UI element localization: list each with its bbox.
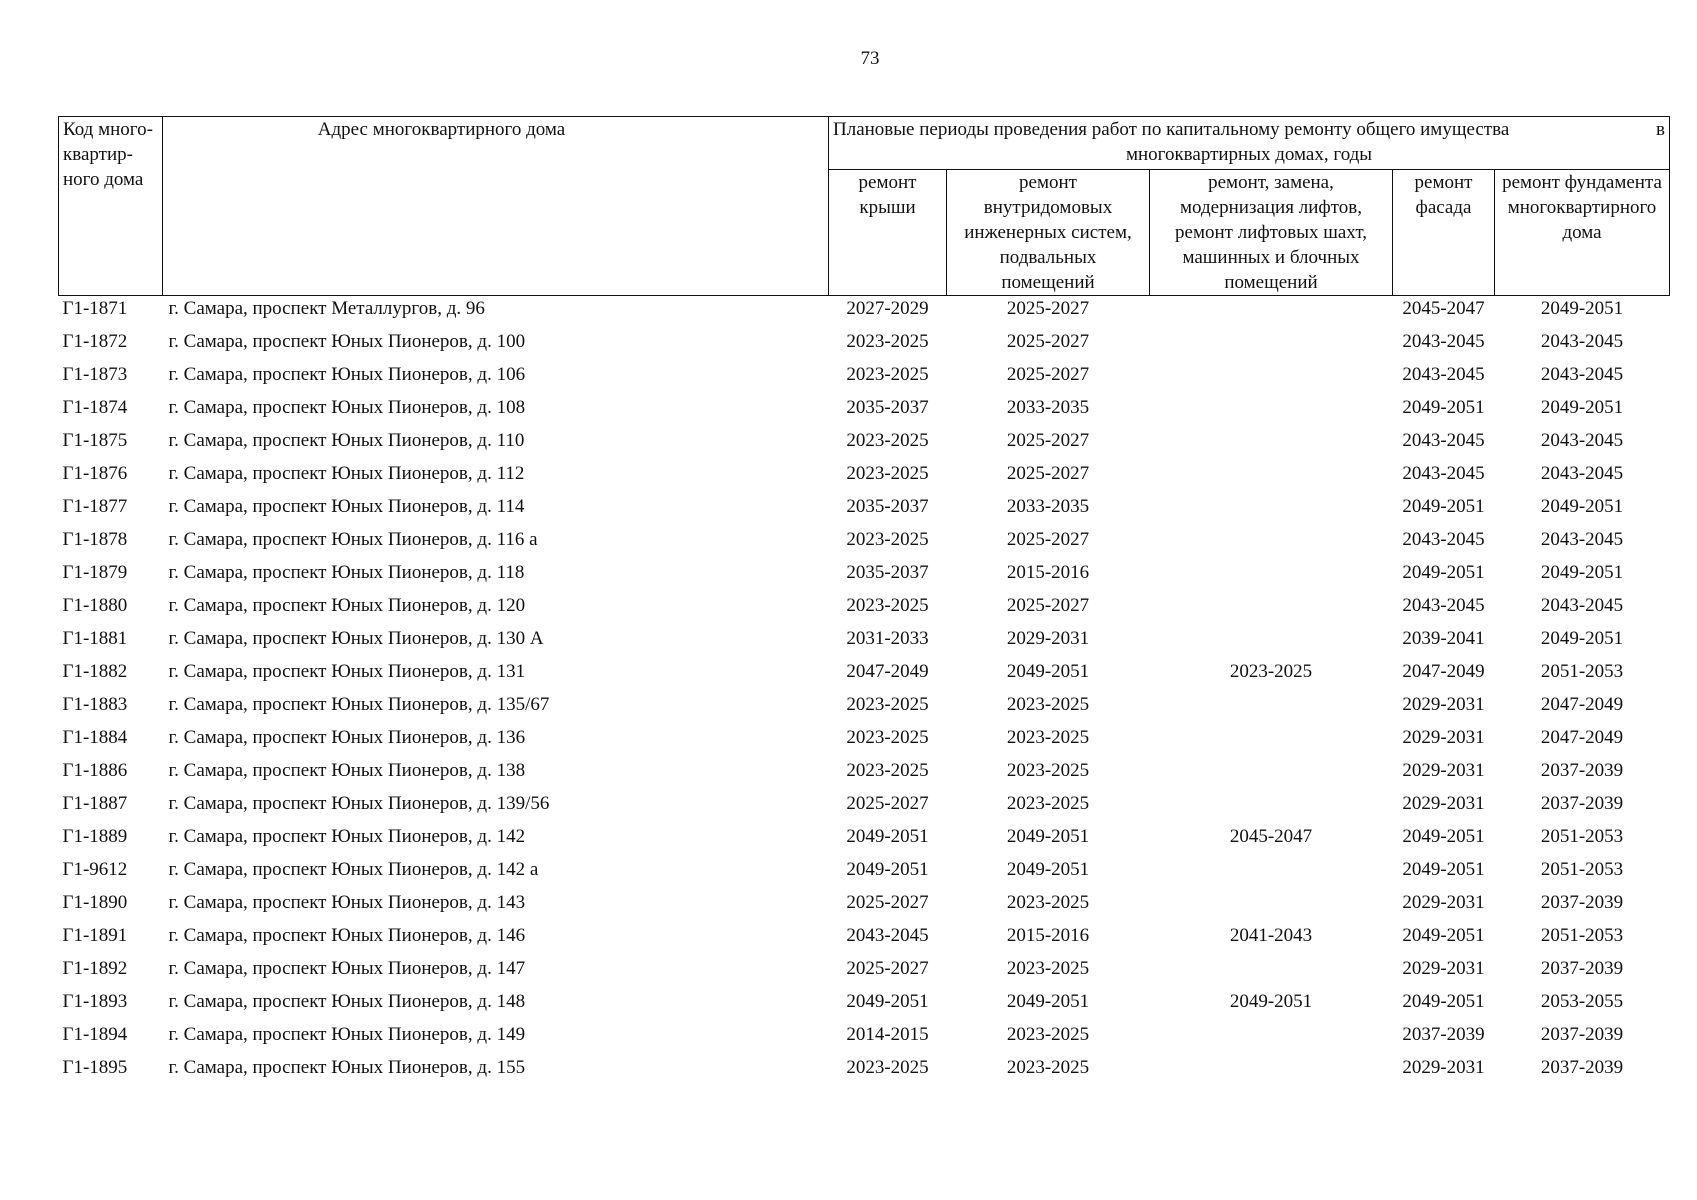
- cell-address: г. Самара, проспект Юных Пионеров, д. 106: [168, 364, 526, 385]
- cell-foundation: 2051-2053: [1540, 859, 1624, 880]
- cell-foundation: 2049-2051: [1540, 496, 1624, 517]
- cell-foundation: 2051-2053: [1540, 925, 1624, 946]
- cell-roof: 2035-2037: [846, 496, 929, 517]
- cell-lifts: [1150, 494, 1393, 527]
- cell-address: г. Самара, проспект Юных Пионеров, д. 147: [168, 958, 526, 979]
- cell-facade: 2029-2031: [1402, 958, 1485, 979]
- cell-facade: 2045-2047: [1402, 298, 1485, 319]
- cell-roof: 2049-2051: [846, 826, 929, 847]
- cell-lifts: [1150, 692, 1393, 725]
- cell-code: Г1-1879: [62, 562, 128, 583]
- table-row: [59, 1022, 1670, 1055]
- cell-engineering: 2023-2025: [1006, 694, 1090, 715]
- table-row: [59, 626, 1670, 659]
- header-facade: ремонт фасада: [1393, 170, 1495, 296]
- cell-foundation: 2043-2045: [1540, 430, 1624, 451]
- cell-address: г. Самара, проспект Юных Пионеров, д. 130 А: [168, 628, 544, 649]
- table-body: [59, 296, 1670, 1089]
- table-row: [59, 758, 1670, 791]
- cell-address: г. Самара, проспект Юных Пионеров, д. 148: [168, 991, 526, 1012]
- cell-code: Г1-1881: [62, 628, 128, 649]
- cell-code: Г1-1875: [62, 430, 128, 451]
- cell-lifts: [1150, 593, 1393, 626]
- cell-foundation: 2037-2039: [1540, 958, 1624, 979]
- cell-roof: 2023-2025: [846, 463, 929, 484]
- cell-address: г. Самара, проспект Юных Пионеров, д. 136: [168, 727, 526, 748]
- table-row: [59, 659, 1670, 692]
- header-address: Адрес многоквартирного дома: [163, 117, 829, 296]
- cell-address: г. Самара, проспект Юных Пионеров, д. 143: [168, 892, 526, 913]
- cell-engineering: 2049-2051: [1006, 991, 1090, 1012]
- cell-facade: 2047-2049: [1402, 661, 1485, 682]
- cell-lifts: 2041-2043: [1229, 925, 1313, 946]
- cell-foundation: 2043-2045: [1540, 529, 1624, 550]
- cell-code: Г1-1884: [62, 727, 128, 748]
- cell-lifts: [1150, 626, 1393, 659]
- table-row: [59, 857, 1670, 890]
- cell-address: г. Самара, проспект Юных Пионеров, д. 116 а: [168, 529, 538, 550]
- cell-facade: 2049-2051: [1402, 991, 1485, 1012]
- cell-address: г. Самара, проспект Юных Пионеров, д. 146: [168, 925, 526, 946]
- cell-lifts: [1150, 329, 1393, 362]
- cell-engineering: 2033-2035: [1006, 397, 1090, 418]
- cell-address: г. Самара, проспект Юных Пионеров, д. 112: [168, 463, 525, 484]
- cell-facade: 2037-2039: [1402, 1024, 1485, 1045]
- cell-facade: 2043-2045: [1402, 463, 1485, 484]
- cell-foundation: 2043-2045: [1540, 595, 1624, 616]
- cell-foundation: 2049-2051: [1540, 397, 1624, 418]
- cell-roof: 2023-2025: [846, 595, 929, 616]
- cell-facade: 2043-2045: [1402, 595, 1485, 616]
- table-row: [59, 923, 1670, 956]
- cell-foundation: 2037-2039: [1540, 1024, 1624, 1045]
- cell-facade: 2049-2051: [1402, 496, 1485, 517]
- cell-foundation: 2037-2039: [1540, 793, 1624, 814]
- cell-code: Г1-1872: [62, 331, 128, 352]
- cell-facade: 2029-2031: [1402, 727, 1485, 748]
- table-row: [59, 725, 1670, 758]
- cell-foundation: 2043-2045: [1540, 364, 1624, 385]
- cell-roof: 2047-2049: [846, 661, 929, 682]
- table-row: [59, 890, 1670, 923]
- cell-engineering: 2015-2016: [1006, 562, 1090, 583]
- cell-engineering: 2023-2025: [1006, 727, 1090, 748]
- table-row: [59, 395, 1670, 428]
- cell-roof: 2023-2025: [846, 331, 929, 352]
- table-header: [59, 117, 1670, 296]
- cell-foundation: 2047-2049: [1540, 727, 1624, 748]
- cell-address: г. Самара, проспект Юных Пионеров, д. 118: [168, 562, 525, 583]
- cell-roof: 2023-2025: [846, 760, 929, 781]
- cell-address: г. Самара, проспект Юных Пионеров, д. 139/56: [168, 793, 550, 814]
- cell-engineering: 2025-2027: [1006, 364, 1090, 385]
- cell-facade: 2029-2031: [1402, 892, 1485, 913]
- cell-facade: 2049-2051: [1402, 925, 1485, 946]
- cell-engineering: 2025-2027: [1006, 331, 1090, 352]
- cell-address: г. Самара, проспект Юных Пионеров, д. 120: [168, 595, 526, 616]
- cell-engineering: 2049-2051: [1006, 661, 1090, 682]
- header-periods-line2: многоквартирных домах, годы: [1125, 144, 1373, 165]
- cell-engineering: 2023-2025: [1006, 1024, 1090, 1045]
- cell-lifts: [1150, 395, 1393, 428]
- cell-foundation: 2053-2055: [1540, 991, 1624, 1012]
- cell-address: г. Самара, проспект Юных Пионеров, д. 100: [168, 331, 526, 352]
- cell-lifts: [1150, 1022, 1393, 1055]
- cell-engineering: 2023-2025: [1006, 1057, 1090, 1078]
- table-row: [59, 329, 1670, 362]
- cell-foundation: 2049-2051: [1540, 298, 1624, 319]
- table-row: [59, 593, 1670, 626]
- header-periods-line1-end: в: [1656, 119, 1666, 140]
- cell-facade: 2029-2031: [1402, 760, 1485, 781]
- table-row: [59, 692, 1670, 725]
- cell-address: г. Самара, проспект Юных Пионеров, д. 108: [168, 397, 526, 418]
- table-row: [59, 791, 1670, 824]
- cell-lifts: [1150, 758, 1393, 791]
- cell-facade: 2043-2045: [1402, 529, 1485, 550]
- cell-foundation: 2049-2051: [1540, 562, 1624, 583]
- cell-facade: 2043-2045: [1402, 430, 1485, 451]
- cell-facade: 2029-2031: [1402, 793, 1485, 814]
- cell-code: Г1-1871: [62, 298, 128, 319]
- cell-lifts: [1150, 527, 1393, 560]
- cell-address: г. Самара, проспект Юных Пионеров, д. 135/67: [168, 694, 550, 715]
- cell-address: г. Самара, проспект Юных Пионеров, д. 114: [168, 496, 525, 517]
- cell-lifts: [1150, 461, 1393, 494]
- cell-roof: 2035-2037: [846, 397, 929, 418]
- cell-roof: 2049-2051: [846, 859, 929, 880]
- header-engineering: ремонт внутридомовых инженерных систем, подвальных помещений: [947, 170, 1150, 296]
- cell-code: Г1-1873: [62, 364, 128, 385]
- cell-address: г. Самара, проспект Юных Пионеров, д. 131: [168, 661, 526, 682]
- header-roof: ремонт крыши: [829, 170, 947, 296]
- cell-roof: 2023-2025: [846, 727, 929, 748]
- cell-address: г. Самара, проспект Юных Пионеров, д. 138: [168, 760, 526, 781]
- cell-roof: 2023-2025: [846, 430, 929, 451]
- cell-code: Г1-1876: [62, 463, 128, 484]
- cell-engineering: 2029-2031: [1006, 628, 1090, 649]
- cell-lifts: [1150, 857, 1393, 890]
- table-row: [59, 989, 1670, 1022]
- header-periods-line1: Плановые периоды проведения работ по капитальному ремонту общего имущества: [833, 119, 1510, 140]
- cell-code: Г1-1894: [62, 1024, 128, 1045]
- cell-engineering: 2033-2035: [1006, 496, 1090, 517]
- cell-foundation: 2049-2051: [1540, 628, 1624, 649]
- cell-engineering: 2023-2025: [1006, 958, 1090, 979]
- cell-roof: 2043-2045: [846, 925, 929, 946]
- cell-roof: 2049-2051: [846, 991, 929, 1012]
- table-row: [59, 824, 1670, 857]
- cell-lifts: [1150, 956, 1393, 989]
- page-number: 73: [860, 48, 880, 69]
- cell-address: г. Самара, проспект Юных Пионеров, д. 142: [168, 826, 526, 847]
- table-row: [59, 494, 1670, 527]
- cell-address: г. Самара, проспект Металлургов, д. 96: [168, 298, 485, 319]
- table-row: [59, 362, 1670, 395]
- cell-code: Г1-1891: [62, 925, 128, 946]
- cell-roof: 2025-2027: [846, 793, 929, 814]
- cell-engineering: 2049-2051: [1006, 859, 1090, 880]
- cell-foundation: 2051-2053: [1540, 661, 1624, 682]
- cell-facade: 2029-2031: [1402, 694, 1485, 715]
- cell-address: г. Самара, проспект Юных Пионеров, д. 155: [168, 1057, 526, 1078]
- cell-roof: 2023-2025: [846, 364, 929, 385]
- cell-code: Г1-1886: [62, 760, 128, 781]
- cell-foundation: 2043-2045: [1540, 463, 1624, 484]
- cell-facade: 2029-2031: [1402, 1057, 1485, 1078]
- cell-code: Г1-1880: [62, 595, 128, 616]
- cell-roof: 2023-2025: [846, 1057, 929, 1078]
- table-row: [59, 1055, 1670, 1088]
- cell-engineering: 2025-2027: [1006, 529, 1090, 550]
- cell-lifts: [1150, 725, 1393, 758]
- cell-facade: 2039-2041: [1402, 628, 1485, 649]
- cell-roof: 2023-2025: [846, 694, 929, 715]
- cell-code: Г1-1874: [62, 397, 128, 418]
- cell-lifts: 2049-2051: [1229, 991, 1313, 1012]
- cell-code: Г1-1893: [62, 991, 128, 1012]
- cell-engineering: 2049-2051: [1006, 826, 1090, 847]
- cell-lifts: 2045-2047: [1229, 826, 1313, 847]
- cell-lifts: [1150, 1055, 1393, 1088]
- cell-code: Г1-1877: [62, 496, 128, 517]
- cell-engineering: 2025-2027: [1006, 595, 1090, 616]
- cell-engineering: 2023-2025: [1006, 760, 1090, 781]
- cell-engineering: 2023-2025: [1006, 892, 1090, 913]
- cell-engineering: 2025-2027: [1006, 298, 1090, 319]
- cell-foundation: 2051-2053: [1540, 826, 1624, 847]
- cell-address: г. Самара, проспект Юных Пионеров, д. 142 а: [168, 859, 539, 880]
- table-row: [59, 461, 1670, 494]
- cell-engineering: 2023-2025: [1006, 793, 1090, 814]
- cell-facade: 2043-2045: [1402, 364, 1485, 385]
- cell-foundation: 2043-2045: [1540, 331, 1624, 352]
- table-row: [59, 296, 1670, 330]
- cell-lifts: [1150, 890, 1393, 923]
- cell-lifts: [1150, 428, 1393, 461]
- header-foundation: ремонт фундамента многоквартирного дома: [1495, 170, 1670, 296]
- cell-facade: 2049-2051: [1402, 562, 1485, 583]
- cell-foundation: 2047-2049: [1540, 694, 1624, 715]
- cell-foundation: 2037-2039: [1540, 1057, 1624, 1078]
- header-lifts: ремонт, замена, модернизация лифтов, ремонт лифтовых шахт, машинных и блочных помещений: [1150, 170, 1393, 296]
- cell-roof: 2027-2029: [846, 298, 929, 319]
- cell-code: Г1-1892: [62, 958, 128, 979]
- cell-code: Г1-1878: [62, 529, 128, 550]
- cell-roof: 2035-2037: [846, 562, 929, 583]
- cell-code: Г1-1895: [62, 1057, 128, 1078]
- cell-code: Г1-1890: [62, 892, 128, 913]
- cell-roof: 2031-2033: [846, 628, 929, 649]
- cell-roof: 2025-2027: [846, 892, 929, 913]
- header-planned-periods: [829, 117, 1670, 170]
- cell-facade: 2049-2051: [1402, 826, 1485, 847]
- repair-schedule-table: [58, 116, 1670, 1088]
- cell-roof: 2014-2015: [846, 1024, 929, 1045]
- cell-engineering: 2025-2027: [1006, 430, 1090, 451]
- table-row: [59, 956, 1670, 989]
- table-row: [59, 428, 1670, 461]
- cell-lifts: [1150, 362, 1393, 395]
- cell-code: Г1-1883: [62, 694, 128, 715]
- cell-address: г. Самара, проспект Юных Пионеров, д. 110: [168, 430, 525, 451]
- table-row: [59, 527, 1670, 560]
- cell-facade: 2043-2045: [1402, 331, 1485, 352]
- cell-roof: 2023-2025: [846, 529, 929, 550]
- cell-code: Г1-1889: [62, 826, 128, 847]
- cell-code: Г1-1882: [62, 661, 128, 682]
- cell-roof: 2025-2027: [846, 958, 929, 979]
- cell-lifts: [1150, 791, 1393, 824]
- cell-engineering: 2025-2027: [1006, 463, 1090, 484]
- cell-lifts: [1150, 560, 1393, 593]
- cell-address: г. Самара, проспект Юных Пионеров, д. 149: [168, 1024, 526, 1045]
- cell-facade: 2049-2051: [1402, 859, 1485, 880]
- cell-code: Г1-1887: [62, 793, 128, 814]
- cell-foundation: 2037-2039: [1540, 892, 1624, 913]
- header-code: Код много- квартир- ного дома: [59, 117, 163, 296]
- cell-foundation: 2037-2039: [1540, 760, 1624, 781]
- cell-facade: 2049-2051: [1402, 397, 1485, 418]
- cell-lifts: [1150, 296, 1393, 330]
- cell-code: Г1-9612: [62, 859, 128, 880]
- cell-lifts: 2023-2025: [1229, 661, 1313, 682]
- cell-engineering: 2015-2016: [1006, 925, 1090, 946]
- table-row: [59, 560, 1670, 593]
